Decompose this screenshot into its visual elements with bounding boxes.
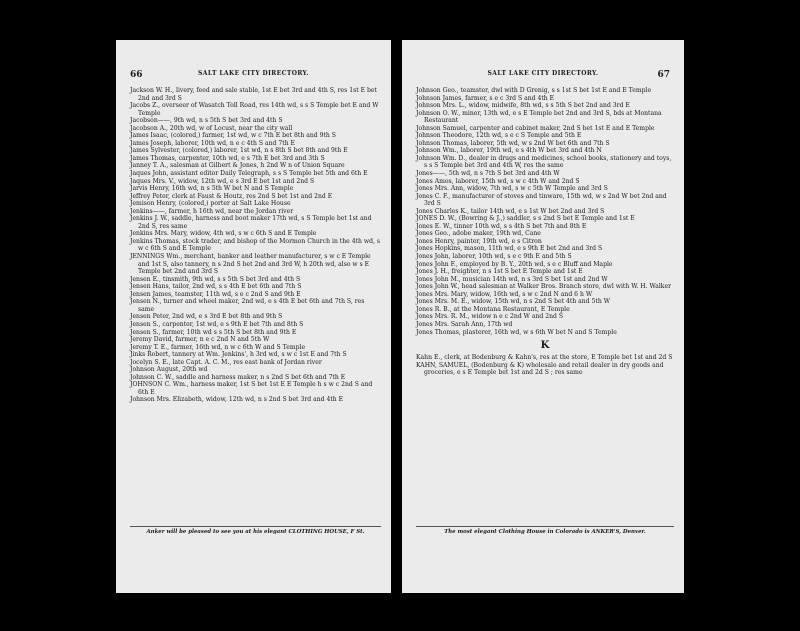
directory-entry: Jacobs Z., overseer of Wasatch Toll Road, res 14th wd, s s S Temple bet E and W Temple [130,102,379,117]
left-directory-entries [130,87,381,404]
right-page-header [416,70,670,82]
section-letter-k: K [540,340,550,352]
directory-entry: Jones Geo., adobe maker, 19th wd, Cane [416,230,541,238]
directory-entry: James Joseph, laborer, 10th wd, n e c 4th S and 7th E [130,139,295,147]
left-page-header [130,70,377,82]
directory-entry: Jensen James, teamster, 11th wd, s e c 2nd S and 9th E [130,290,301,298]
directory-entry: Jenkins J. W., saddle, harness and boot maker 17th wd, s S Temple bet 1st and 2nd S, res same [130,215,372,230]
directory-entry: Jones E. W., tinner 10th wd, s s 4th S bet 7th and 8th E [416,222,587,230]
right-page-number: 67 [657,70,670,80]
directory-entry: Kahn E., clerk, at Bodenburg & Kahn's, res at the store, E Temple bet 1st and 2d S [416,354,673,362]
directory-entry: Jones Hopkins, mason, 11th wd, e s 9th E bet 2nd and 3rd S [416,245,603,253]
directory-entry: Jeremy T. E., farmer, 16th wd, n w c 6th W and S Temple [130,343,306,351]
directory-entry: Jenkins Thomas, stock trader, and bishop of the Mormon Church in the 4th wd, s w c 6th S and E Temple [130,237,381,253]
directory-entry: Jensen S., carpenter, 1st wd, e s 9th E bet 7th and 8th S [130,320,304,328]
directory-entry: JOHNSON C. Wm., harness maker, 1st S bet 1st E E Temple h s w c 2nd S and 6th E [130,381,373,396]
directory-entry: Jarvis Henry, 16th wd, n s 5th W bet N and S Temple [130,185,294,193]
directory-entry: Jensen N., turner and wheel maker, 2nd wd, e s 4th E bet 6th and 7th S, res same [130,298,365,313]
directory-entry: Jensen E., tinsmith, 9th wd, s s 5th S bet 3rd and 4th S [130,275,301,283]
right-directory-entries [416,87,674,377]
left-page-footer: Anker will be pleased to see you at his elegant CLOTHING HOUSE, F St. [130,526,381,535]
directory-entry: Jones John F., employed by B. Y., 20th wd, s e c Bluff and Maple [416,260,613,268]
directory-entry: Johnson James, farmer, s e c 3rd S and 4th E [416,94,555,102]
directory-entry: Jones John M., musician 14th wd, n s 3rd S bet 1st and 2nd W [416,275,608,283]
directory-entry: Jones Amos, laborer, 15th wd, s w c 4th W and 2nd S [416,177,580,185]
directory-entry: Jocelyn S. E., late Capt. A. C. M., res east bank of Jordan river [130,358,322,366]
directory-entry: Jenkins Mrs. Mary, widow, 4th wd, s w c 6th S and E Temple [130,230,317,238]
directory-entry: Johnson August, 20th wd [130,366,208,374]
directory-entry: James Sylvester, (colored,) laborer, 1st wd, n s 8th S bet 8th and 9th E [130,147,348,155]
directory-entry: Jenkins——, farmer, h 16th wd, near the Jordan river [130,207,294,215]
directory-entry: Jones——, 5th wd, n s 7th S bet 3rd and 4th W [416,170,560,178]
directory-entry: JENNINGS Wm., merchant, banker and leather manufacturer, s w c E Temple and 1st S, also tannery, n s 2nd S bet 2nd and 3rd W, h 20th wd, also w s E Temple bet 2nd and 3rd S [130,253,371,276]
directory-entry: Jones John W., head salesman at Walker Bros. Branch store, dwl with W. H. Walker [416,283,671,291]
right-j-entries [416,87,674,336]
right-k-entries [416,354,674,377]
directory-entry: James Isaac, (colored,) farmer, 1st wd, w c 7th E bet 8th and 9th S [130,132,336,140]
directory-entry: Johnson Thomas, laborer, 5th wd, w s 2nd W bet 6th and 7th S [416,139,610,147]
right-page-footer: The most elegant Clothing House in Colorado is ANKER'S, Denver. [416,526,674,535]
directory-entry: Jones Mrs. Sarah Ann, 17th wd [416,320,513,328]
directory-entry: Jones R. B., at the Montana Restaurant, E Temple [416,305,570,313]
directory-entry: James Thomas, carpenter, 10th wd, e s 7th E bet 3rd and 3th S [130,154,325,162]
directory-entry: Jones Mrs. M. E., widow, 15th wd, n s 2nd S bet 4th and 5th W [416,298,610,306]
left-page [116,40,391,593]
left-running-title: SALT LAKE CITY DIRECTORY. [198,70,309,77]
right-running-title: SALT LAKE CITY DIRECTORY. [487,70,599,77]
directory-entry: Jaques Mrs. V., widow, 12th wd, e s 3rd E bet 1st and 2nd S [130,177,315,185]
directory-entry: Janney T. A., salesman at Gilbert & Jones, h 2nd W n of Union Square [130,162,345,170]
left-page-number: 66 [130,70,143,80]
directory-entry: Jones Thomas, plasterer, 16th wd, w s 6th W bet N and S Temple [416,328,617,336]
directory-entry: Johnson Theodore, 12th wd, s e c S Temple and 5th E [416,132,582,140]
directory-entry: Jones C. F., manufacturer of stoves and tinware, 15th wd, w s 2nd W bet 2nd and 3rd S [416,192,667,208]
directory-entry: Johnson Samuel, carpenter and cabinet maker, 2nd S bet 1st E and E Temple [416,124,655,132]
directory-entry: Johnson Mrs. L., widow, midwife, 8th wd, s s 5th S bet 2nd and 3rd E [416,102,630,110]
directory-entry: Johnson O. W., miner, 13th wd, e s E Temple bet 2nd and 3rd S, bds at Montana Restaurant [416,109,662,125]
directory-entry: Jensen Hans, tailor, 2nd wd, s s 4th E bet 6th and 7th S [130,283,302,291]
directory-entry: Jones J. H., freighter, n s 1st S bet E Temple and 1st E [416,268,583,276]
directory-entry: Johnson Wm. D., dealer in drugs and medicines, school books, stationery and toys, s s S Temple bet 3rd and 4th W, res the same [416,154,672,170]
directory-entry: Johnson Mrs. Elizabeth, widow, 12th wd, n s 2nd S bet 3rd and 4th E [130,396,344,404]
directory-entry: JONES D. W., (Bowring & J.,) saddler, s s 2nd S bet E Temple and 1st E [416,215,635,223]
directory-entry: Jones Henry, painter, 19th wd, e s Citron [416,237,542,245]
directory-entry: Jensen S., farmer, 10th wd s s 5th S bet 8th and 9th E [130,328,297,336]
directory-entry: Jones John, laborer, 10th wd, s e c 9th E and 5th S [416,253,572,261]
directory-entry: Jemison Henry, (colored,) porter at Salt Lake House [130,200,291,208]
directory-entry: Jinks Robert, tannery at Wm. Jenkins', h 3rd wd, s w c 1st E and 7th S [130,351,347,359]
directory-entry: KAHN, SAMUEL, (Bodenburg & K) wholesale and retail dealer in dry goods and groceries, e s E Temple bet 1st and 2d S ; res same [416,361,664,377]
directory-entry: Jones Mrs. Mary, widow, 16th wd, s w c 2nd N and 6 h W [416,290,593,298]
directory-entry: Jaques John, assistant editor Daily Telegraph, s s S Temple bet 5th and 6th E [130,170,368,178]
directory-entry: Jacobson——, 9th wd, n s 5th S bet 3rd and 4th S [130,117,283,125]
directory-entry: Jones Mrs. R. M., widow n e c 2nd W and 2nd S [416,313,564,321]
directory-entry: Jacobson A., 20th wd, w of Locust, near the city wall [130,124,293,132]
directory-entry: Johnson Geo., teamster, dwl with D Grenig, s s 1st S bet 1st E and E Temple [416,87,652,94]
directory-entry: Jones Charles K., tailor 14th wd, e s 1st W bet 2nd and 3rd S [416,207,605,215]
directory-entry: Johnson C. W., saddle and harness maker, n s 2nd S bet 6th and 7th E [130,373,346,381]
right-page [402,40,684,593]
directory-entry: Jones Mrs. Ann, widow, 7th wd, s w c 5th W Temple and 3rd S [416,185,608,193]
directory-entry: Jeremy David, farmer, n e c 2nd N and 5th W [130,336,270,344]
directory-entry: Jeffrey Peter, clerk at Faust & Houtz, res 2nd S bet 1st and 2nd E [130,192,333,200]
directory-entry: Jensen Peter, 2nd wd, e s 3rd E bet 8th and 9th S [130,313,283,321]
directory-entry: Johnson Wm., laborer, 19th wd, e s 4th W bet 3rd and 4th N [416,147,602,155]
directory-entry: Jackson W. H., livery, feed and sale stable, 1st E bet 3rd and 4th S, res 1st E bet 2nd and 3rd S [130,87,377,102]
